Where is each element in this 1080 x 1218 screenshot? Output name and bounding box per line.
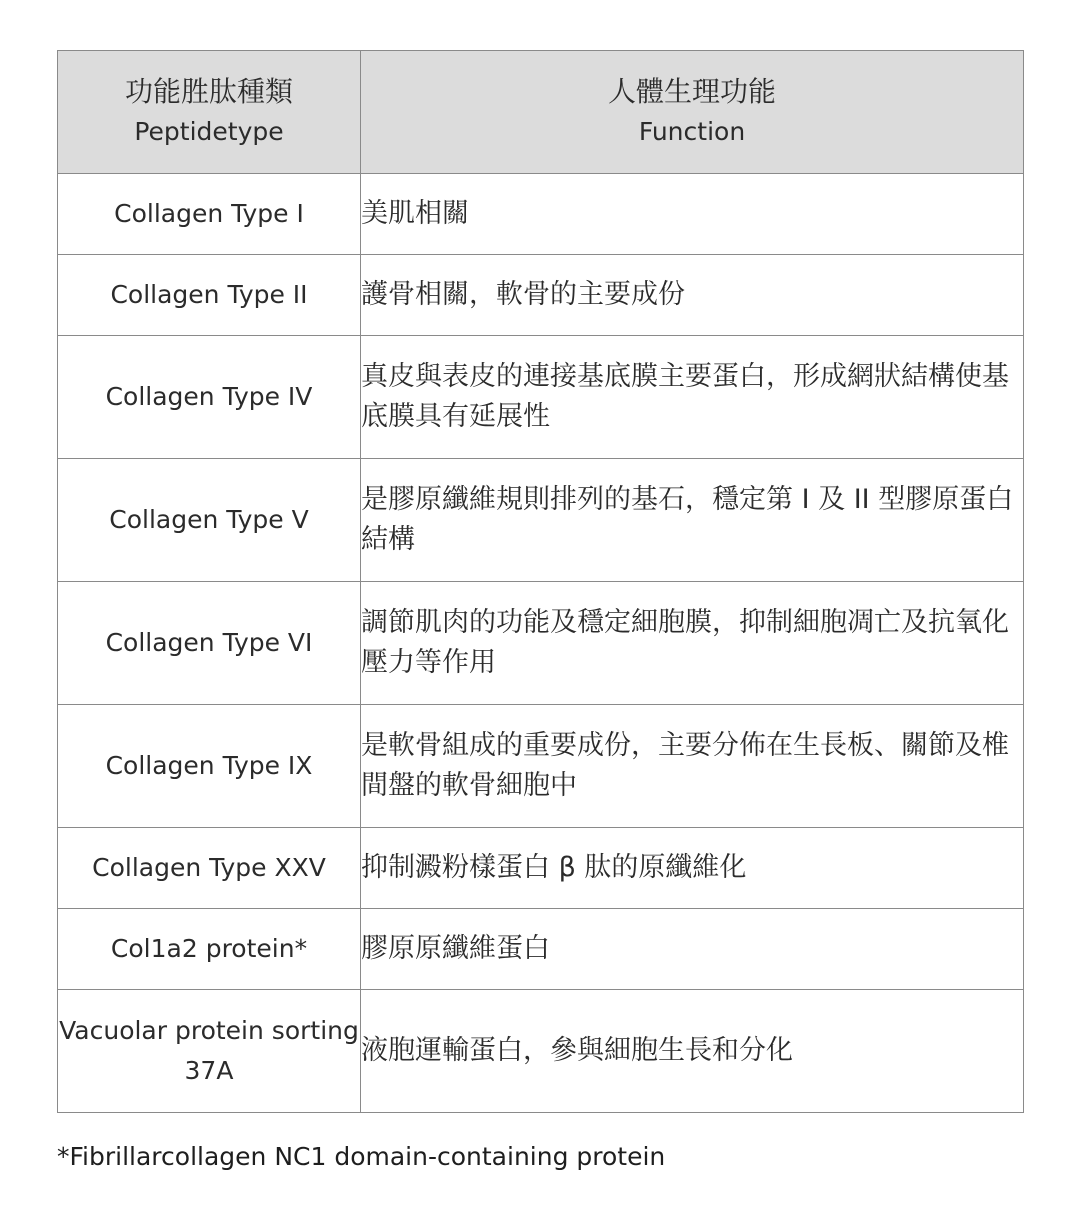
table-header-row — [58, 51, 1024, 174]
table-row — [58, 582, 1024, 705]
peptide-type-cell: Vacuolar protein sorting 37A — [58, 990, 361, 1113]
function-cell: 護骨相關，軟骨的主要成份 — [361, 255, 1024, 336]
function-cell: 膠原原纖維蛋白 — [361, 909, 1024, 990]
function-cell: 真皮與表皮的連接基底膜主要蛋白，形成網狀結構使基底膜具有延展性 — [361, 336, 1024, 459]
peptide-type-cell: Col1a2 protein* — [58, 909, 361, 990]
table-row — [58, 459, 1024, 582]
function-cell: 液胞運輸蛋白，參與細胞生長和分化 — [361, 990, 1024, 1113]
function-cell: 是膠原纖維規則排列的基石，穩定第 I 及 II 型膠原蛋白結構 — [361, 459, 1024, 582]
function-cell: 美肌相關 — [361, 174, 1024, 255]
footnote: *Fibrillarcollagen NC1 domain-containing protein — [57, 1142, 666, 1171]
peptide-type-cell: Collagen Type I — [58, 174, 361, 255]
table-row — [58, 990, 1024, 1113]
function-cell: 抑制澱粉樣蛋白 β 肽的原纖維化 — [361, 828, 1024, 909]
table-row — [58, 255, 1024, 336]
table-row — [58, 909, 1024, 990]
header-peptide-type — [58, 51, 361, 174]
table-row — [58, 336, 1024, 459]
function-cell: 調節肌肉的功能及穩定細胞膜，抑制細胞凋亡及抗氧化壓力等作用 — [361, 582, 1024, 705]
peptide-function-table — [57, 50, 1024, 1113]
function-cell: 是軟骨組成的重要成份，主要分佈在生長板、關節及椎間盤的軟骨細胞中 — [361, 705, 1024, 828]
header-function-zh: 人體生理功能 — [607, 75, 776, 108]
peptide-type-cell: Collagen Type IX — [58, 705, 361, 828]
peptide-type-cell: Collagen Type XXV — [58, 828, 361, 909]
header-peptide-type-zh: 功能胜肽種類 — [124, 75, 293, 108]
table-row — [58, 828, 1024, 909]
header-function-en: Function — [638, 117, 746, 146]
peptide-type-cell: Collagen Type II — [58, 255, 361, 336]
peptide-type-cell: Collagen Type V — [58, 459, 361, 582]
header-function — [361, 51, 1024, 174]
table-row — [58, 705, 1024, 828]
header-peptide-type-en: Peptidetype — [134, 117, 284, 146]
peptide-type-cell: Collagen Type VI — [58, 582, 361, 705]
table-row — [58, 174, 1024, 255]
peptide-type-cell: Collagen Type IV — [58, 336, 361, 459]
